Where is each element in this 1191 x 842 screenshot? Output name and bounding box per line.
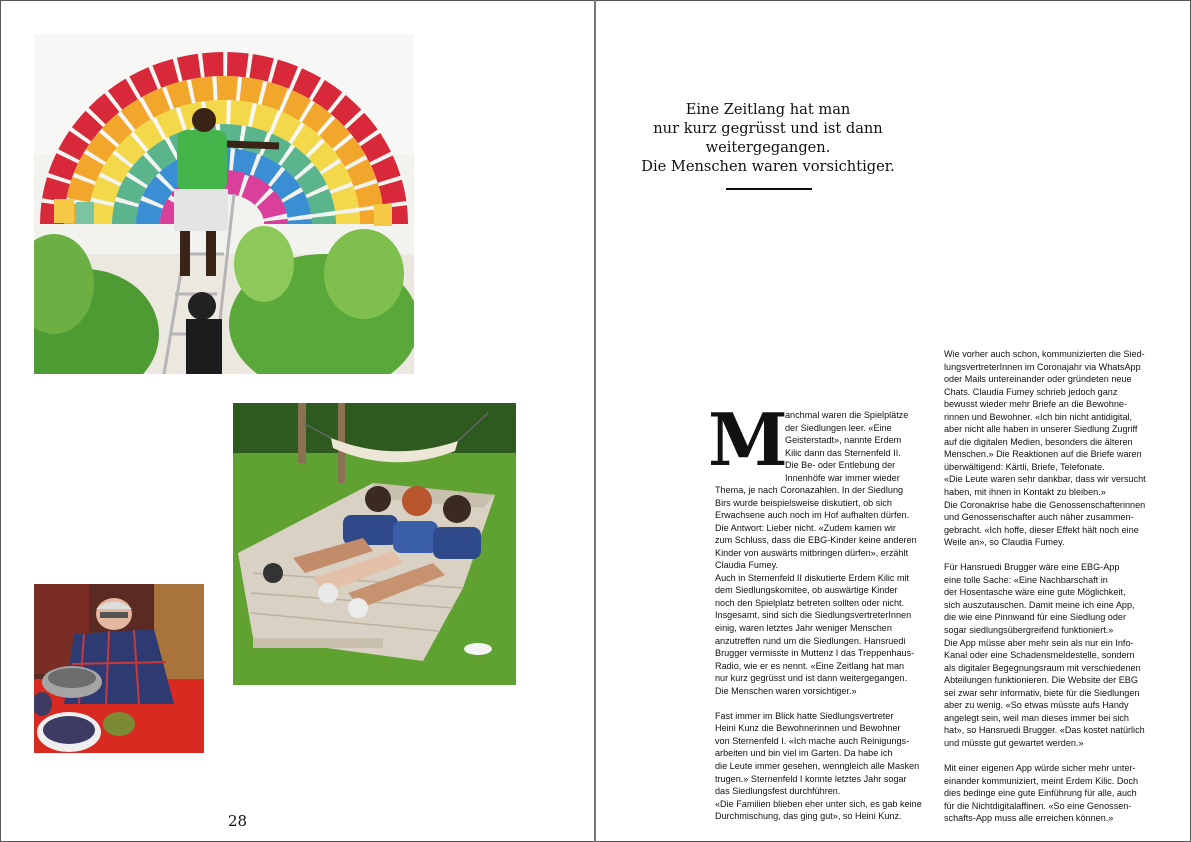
article-line: Kilic dann das Sternenfeld II. — [785, 447, 901, 458]
elderly-man-photo — [34, 584, 204, 753]
article-line: Die App müsse aber mehr sein als nur ein Info- — [944, 637, 1134, 648]
article-line: Für Hansruedi Brugger wäre eine EBG-App — [944, 562, 1120, 573]
article-line: sogar siedlungsübergreifend funktioniert.» — [944, 625, 1114, 636]
article-line: Geisterstadt», nannte Erdem — [785, 435, 902, 446]
article-line: rinnen und Bewohner. «Ich bin nicht antidigital, — [944, 411, 1133, 422]
article-line: Erwachsene auch noch im Hof aufhalten dürfen. — [715, 510, 910, 521]
article-line: Die Coronakrise habe die Genossenschafterinnen — [944, 499, 1146, 510]
article-line: einig, waren letztes Jahr weniger Menschen — [715, 623, 892, 634]
article-line: «Die Leute waren sehr dankbar, dass wir versucht — [944, 474, 1146, 485]
article-line: Weile an», so Claudia Fumey. — [944, 537, 1065, 548]
article-line: Abteilungen funktionieren. Die Website der EBG — [944, 675, 1138, 686]
pull-quote-line: Eine Zeitlang hat man — [685, 101, 851, 118]
paragraph-gap — [944, 750, 1146, 763]
pull-quote-line: nur kurz gegrüsst und ist dann — [653, 120, 883, 137]
article-line: der Siedlungen leer. «Eine — [785, 422, 892, 433]
paragraph-gap — [715, 697, 922, 710]
article-line: lungsvertreterInnen im Coronajahr via WhatsApp — [944, 361, 1141, 372]
article-line: als digitaler Begegnungsraum mit verschiedenen — [944, 662, 1141, 673]
article-line: haben, mit ihnen in Kontakt zu bleiben.» — [944, 487, 1106, 498]
article-line: einander kommuniziert, meint Erdem Kilic. Doch — [944, 775, 1139, 786]
article-line: eine tolle Sache: «Eine Nachbarschaft in — [944, 574, 1108, 585]
article-line: Brugger vermisste in Muttenz I das Treppenhaus- — [715, 648, 915, 659]
article-column-1 — [715, 484, 922, 823]
rainbow-mural-photo — [34, 34, 414, 374]
article-line: auf die digitalen Medien, besonders die älteren — [944, 436, 1133, 447]
paragraph-gap — [944, 549, 1146, 562]
page-number: 28 — [228, 812, 248, 830]
article-line: das Siedlungsfest durchführen. — [715, 786, 841, 797]
pull-quote — [620, 100, 916, 176]
article-line: nur kurz gegrüsst und ist dann weitergegangen. — [715, 673, 908, 684]
article-line: Kinder von auswärts mitbringen dürfen», erzählt — [715, 547, 909, 558]
article-line: noch den Spielplatz betreten sollten oder nicht. — [715, 597, 905, 608]
article-line: Wie vorher auch schon, kommunizierten die Sied- — [944, 349, 1145, 359]
article-line: Birs wurde beispielsweise diskutiert, ob sich — [715, 497, 892, 508]
article-line: für die Nichtdigitalaffinen. «So eine Genossen- — [944, 800, 1132, 811]
article-line: Auch in Sternenfeld II diskutierte Erdem Kilic mit — [715, 572, 910, 583]
article-line: aber nicht alle haben in unserer Siedlung Zugriff — [944, 424, 1138, 435]
article-line: und Genossenschafter auch näher zusammen- — [944, 512, 1134, 523]
article-line: Die Antwort: Lieber nicht. «Zudem kamen wir — [715, 522, 896, 533]
article-line: die Leute immer gesehen, wenngleich alle Masken — [715, 761, 920, 772]
article-line: der Hosentasche wäre eine gute Möglichkeit, — [944, 587, 1126, 598]
article-line: die wie eine Pinnwand für eine Siedlung oder — [944, 612, 1126, 623]
article-line: zum Schluss, dass die EBG-Kinder keine anderen — [715, 535, 917, 546]
article-line: gebracht. «Ich hoffe, dieser Effekt hält noch eine — [944, 524, 1139, 535]
article-line: sich auszutauschen. Damit meine ich eine App, — [944, 599, 1135, 610]
pull-quote-line: Die Menschen waren vorsichtiger. — [641, 158, 895, 175]
article-line: Menschen.» Die Reaktionen auf die Briefe waren — [944, 449, 1142, 460]
article-line: dem Siedlungskomitee, ob auswärtige Kinder — [715, 585, 898, 596]
pull-quote-line: weitergegangen. — [705, 139, 831, 156]
quote-divider — [726, 188, 812, 190]
article-line: Fast immer im Blick hatte Siedlungsvertreter — [715, 710, 894, 721]
article-line: aber zu wenig. «So etwas müsste aufs Handy — [944, 700, 1129, 711]
article-line: schafts-App muss alle erreichen können.» — [944, 813, 1114, 824]
article-line: Innenhöfe war immer wieder — [785, 472, 900, 483]
article-line: angelegt sein, weil man dieses immer bei sich — [944, 712, 1129, 723]
article-line: überwältigend: Kärtli, Briefe, Telefonate. — [944, 461, 1105, 472]
article-line: arbeiten und bin viel im Garten. Da habe ich — [715, 748, 893, 759]
article-line: hat», so Hansruedi Brugger. «Das kostet natürlich — [944, 725, 1145, 736]
article-line: trugen.» Sternenfeld I konnte letztes Jahr sogar — [715, 773, 907, 784]
article-line: Mit einer eigenen App würde sicher mehr unter- — [944, 763, 1136, 774]
article-line: Radio, wie er es nennt. «Eine Zeitlang hat man — [715, 660, 905, 671]
article-line: anchmal waren die Spielplätze — [785, 410, 909, 420]
drop-cap: M — [708, 397, 788, 482]
article-line: dies bedinge eine gute Einführung für alle, auch — [944, 788, 1137, 799]
article-line: Thema, je nach Coronazahlen. In der Siedlung — [715, 485, 904, 495]
article-line: anzutreffen rund um die Siedlungen. Hansruedi — [715, 635, 906, 646]
article-line: Die Menschen waren vorsichtiger.» — [715, 685, 857, 696]
article-line: Heini Kunz die Bewohnerinnen und Bewohner — [715, 723, 901, 734]
article-line: Die Be- oder Entlebung der — [785, 460, 896, 471]
article-line: bewusst wieder mehr Briefe an die Bewohne- — [944, 399, 1127, 410]
article-line: und müsste gut gewartet werden.» — [944, 737, 1084, 748]
article-line: «Die Familien blieben eher unter sich, es gab keine — [715, 798, 922, 809]
article-line: Kanal oder eine Schadensmeldestelle, sondern — [944, 650, 1135, 661]
article-line: Durchmischung, das ging gut», so Heini Kunz. — [715, 811, 902, 822]
article-line: Claudia Fumey. — [715, 560, 779, 571]
garden-lounger-photo — [233, 403, 516, 685]
article-line: oder Mails untereinander oder gründeten neue — [944, 374, 1132, 385]
article-line: Insgesamt, sind sich die SiedlungsvertreterInnen — [715, 610, 912, 621]
article-line: von Sternenfeld I. «Ich mache auch Reinigungs- — [715, 735, 910, 746]
article-line: sei zwar sehr informativ, biete für die Siedlungen — [944, 687, 1140, 698]
article-column-1-intro — [785, 409, 908, 484]
article-line: Chats. Claudia Fumey schrieb jedoch ganz — [944, 386, 1118, 397]
article-column-2 — [944, 348, 1146, 825]
page-gutter — [594, 0, 596, 842]
